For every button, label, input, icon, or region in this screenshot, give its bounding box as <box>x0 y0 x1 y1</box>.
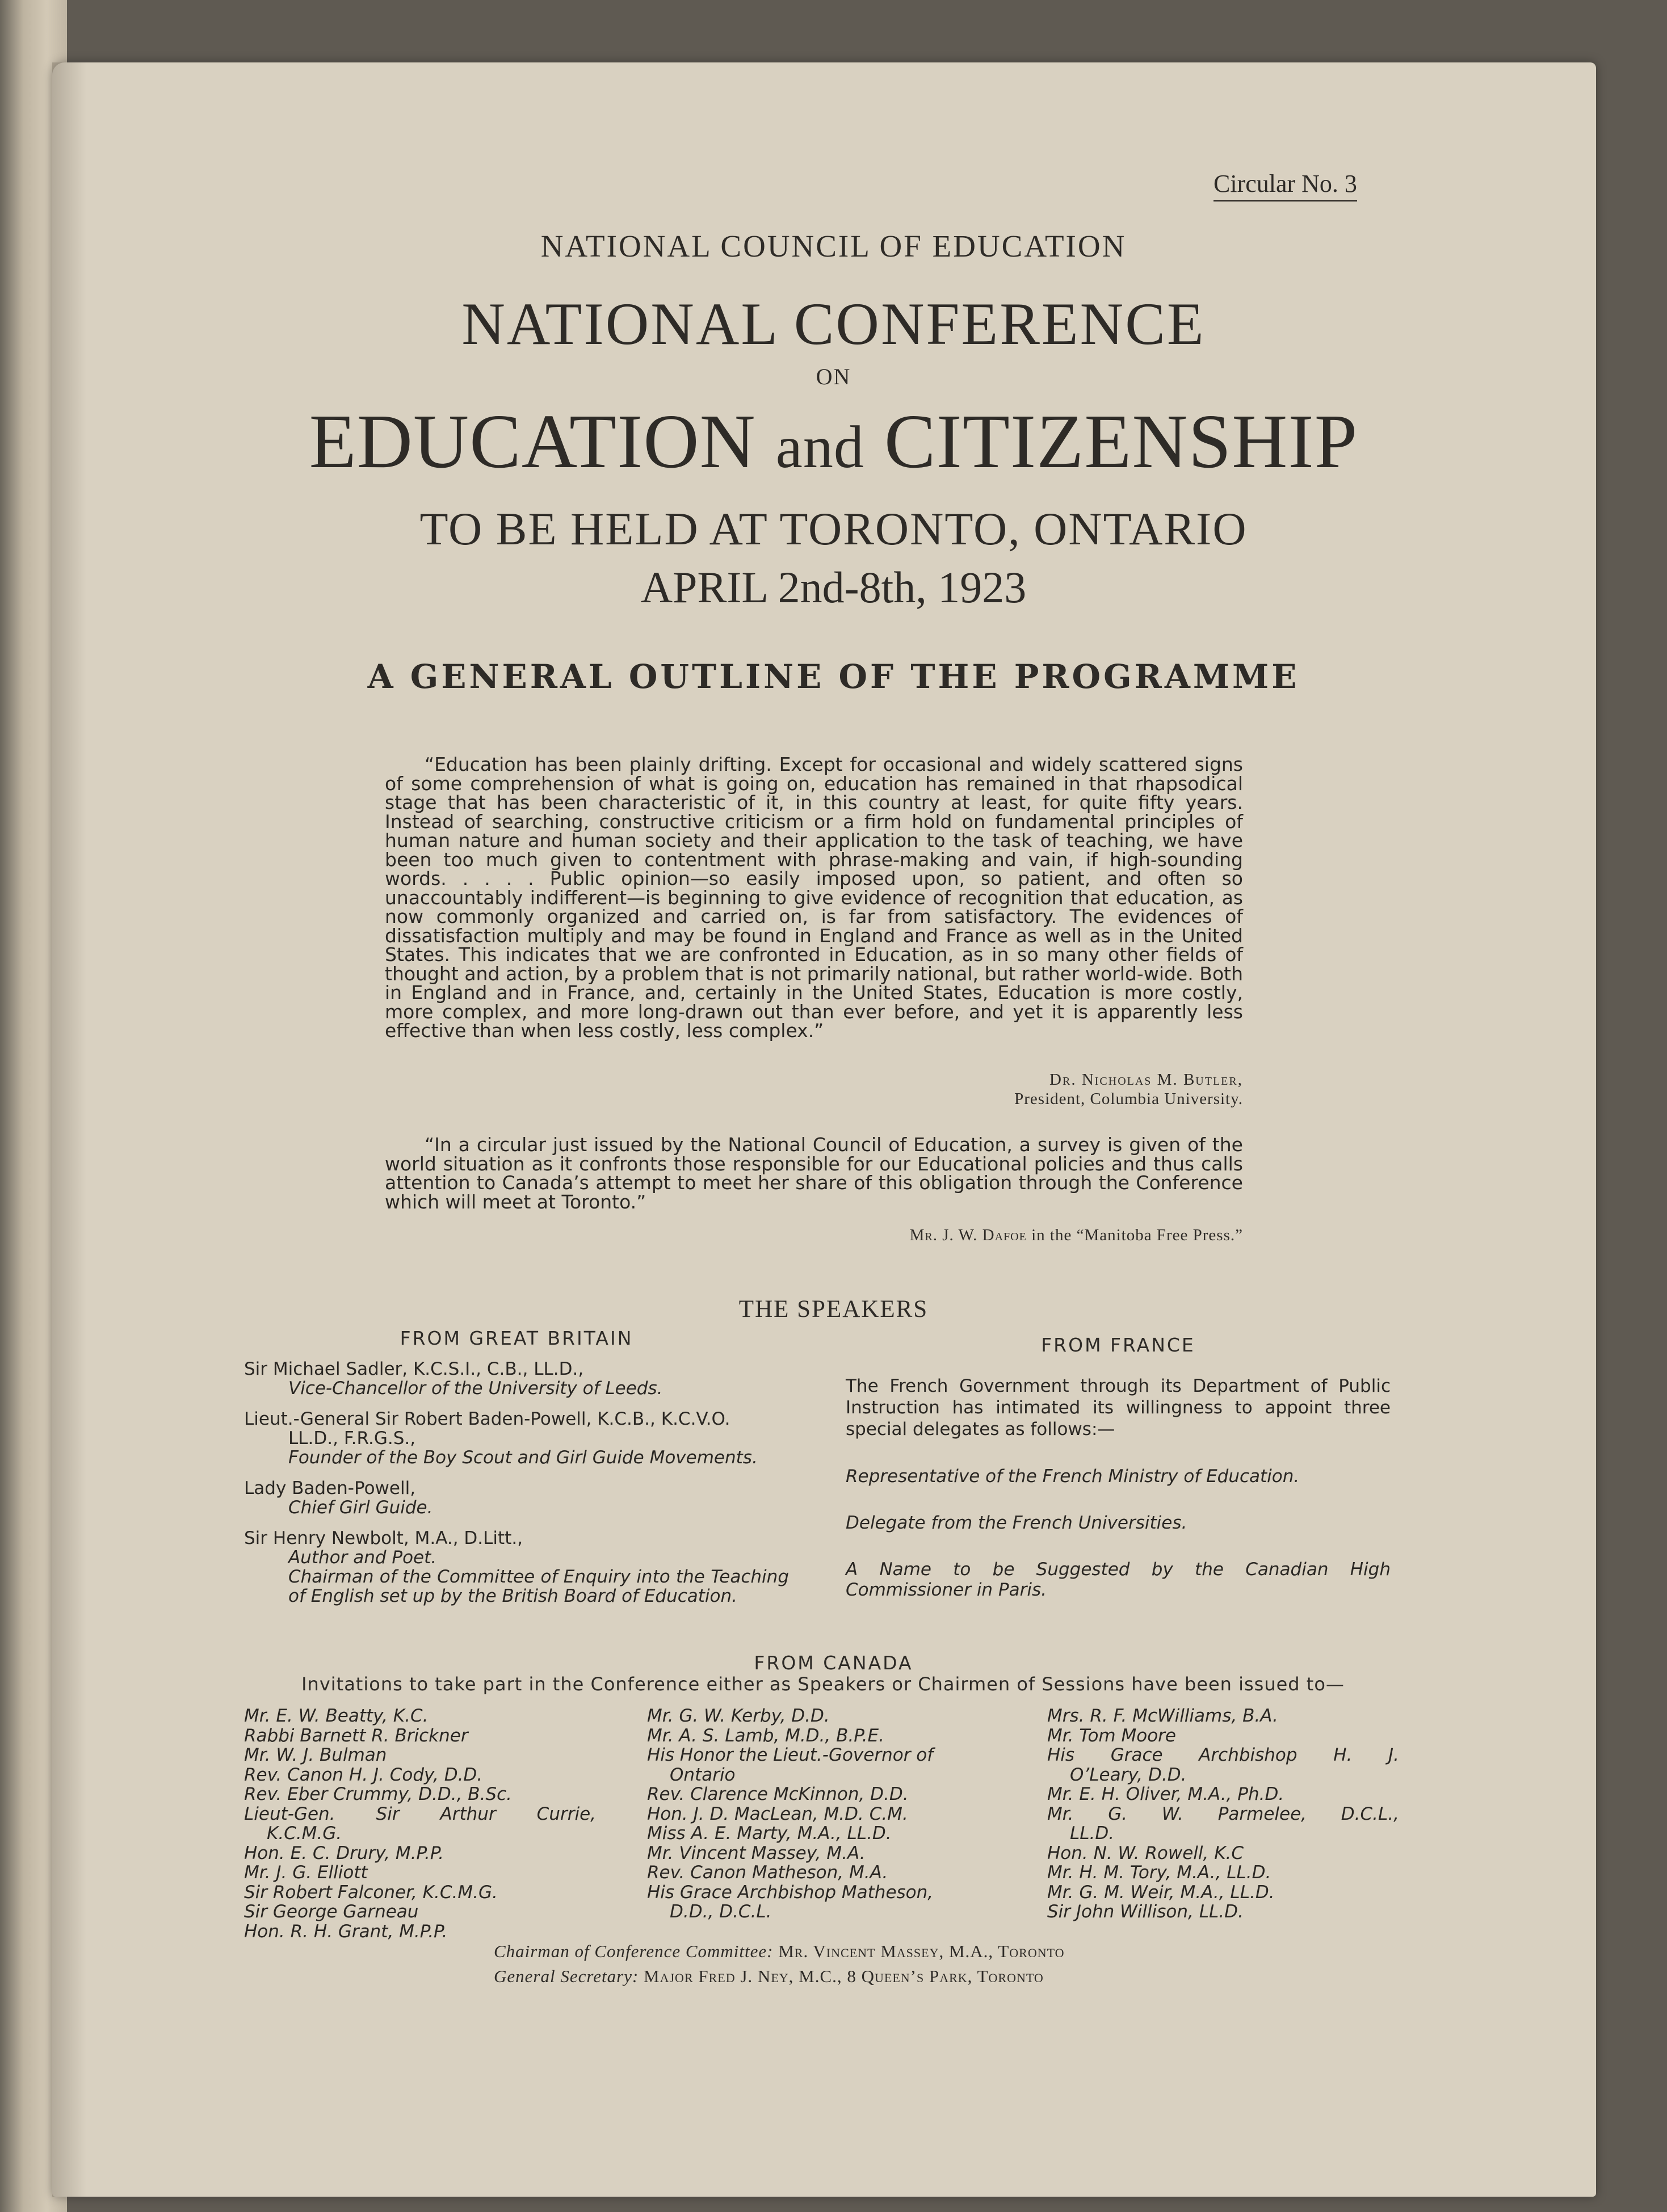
canada-speaker: Miss A. E. Marty, M.A., LL.D. <box>647 1823 892 1844</box>
butler-quote: “Education has been plainly drifting. Except for occasional and widely scattered signs of some comprehension of what is going on, education has remained in that rhapsodical stage that has been characteristic of it, in this country at least, for quite fifty years. Instead of searching, constructive criticism or a firm hold on fundamental principles of human nature and human society and their application to the task of teaching, we have been too much given to contentment with phrase-making and vain, if high-sounding words. . . . . Public opinion—so easily imposed upon, so patient, and often so unaccountably indifferent—is beginning to give evidence of recognition that education, as now commonly organized and carried on, is far from satisfactory. The evidences of dissatisfaction multiply and may be found in England and France as well as in the United States. This indicates that we are confronted in Education, as in so many other fields of thought and action, by a problem that is not primarily national, but rather world-wide. Both in England and in France, and, certainly in the United States, Education is more costly, more complex, and more long-drawn out than ever before, and yet it is apparently less effective than when less costly, less complex.” <box>385 753 1243 1042</box>
canada-speaker: Sir Robert Falconer, K.C.M.G. <box>244 1882 498 1903</box>
france-speakers <box>846 1375 1391 1600</box>
speaker-name: Sir Michael Sadler, K.C.S.I., C.B., LL.D., <box>244 1359 584 1379</box>
canada-speaker: Hon. R. H. Grant, M.P.P. <box>244 1921 448 1942</box>
general-secretary-line <box>494 1966 1044 1987</box>
canada-speaker: His Honor the Lieut.-Governor of <box>647 1745 934 1765</box>
france-delegate-2: Delegate from the French Universities. <box>846 1513 1187 1533</box>
france-delegate-3: A Name to be Suggested by the Canadian High Commissioner in Paris. <box>846 1559 1391 1600</box>
canada-speaker: Mr. G. M. Weir, M.A., LL.D. <box>1047 1882 1275 1903</box>
great-britain-heading: FROM GREAT BRITAIN <box>400 1327 633 1349</box>
canada-speaker: D.D., D.C.L. <box>670 1902 772 1922</box>
canada-speaker: Hon. E. C. Drury, M.P.P. <box>244 1842 444 1863</box>
invitation-line: Invitations to take part in the Conference either as Speakers or Chairmen of Sessions have been issued to— <box>301 1673 1345 1695</box>
speakers-heading: THE SPEAKERS <box>738 1296 929 1323</box>
butler-title: President, Columbia University. <box>1014 1090 1243 1108</box>
canada-speaker: K.C.M.G. <box>267 1823 342 1844</box>
dafoe-source: in the “Manitoba Free Press.” <box>1026 1226 1243 1244</box>
canada-heading: FROM CANADA <box>754 1652 913 1674</box>
speaker-name: Lady Baden-Powell, <box>244 1478 416 1499</box>
canada-speaker: Mr. E. H. Oliver, M.A., Ph.D. <box>1047 1784 1284 1804</box>
general-secretary-value: Major Fred J. Ney, M.C., 8 Queen’s Park, Toronto <box>639 1966 1044 1986</box>
speaker-entry <box>244 1409 789 1467</box>
speaker-entry <box>244 1359 789 1398</box>
canada-column-3 <box>1047 1706 1399 1922</box>
canada-speaker: His Grace Archbishop Matheson, <box>647 1882 934 1903</box>
canada-speaker: Ontario <box>670 1764 736 1785</box>
france-heading: FROM FRANCE <box>1041 1334 1195 1356</box>
france-delegate-1: Representative of the French Ministry of Education. <box>846 1466 1300 1487</box>
main-title <box>0 397 1667 486</box>
canada-speaker: Rev. Eber Crummy, D.D., B.Sc. <box>244 1784 513 1804</box>
title-part2: CITIZENSHIP <box>864 399 1358 484</box>
on-word: ON <box>816 364 851 389</box>
conference-heading: NATIONAL CONFERENCE <box>461 291 1206 357</box>
title-part1: EDUCATION <box>309 399 776 484</box>
canada-speaker: Mr. A. S. Lamb, M.D., B.P.E. <box>647 1725 884 1746</box>
canada-speaker: Rev. Clarence McKinnon, D.D. <box>647 1784 909 1804</box>
canada-speaker: Rabbi Barnett R. Brickner <box>244 1725 468 1746</box>
speaker-role: Author and Poet. <box>288 1547 437 1568</box>
dafoe-attribution <box>624 1226 1243 1245</box>
canada-speaker: Mr. E. W. Beatty, K.C. <box>244 1706 429 1726</box>
canada-speaker: Rev. Canon H. J. Cody, D.D. <box>244 1764 483 1785</box>
canada-speaker: Mr. H. M. Tory, M.A., LL.D. <box>1047 1862 1271 1883</box>
great-britain-speakers <box>244 1359 789 1617</box>
butler-name: Dr. Nicholas M. Butler, <box>1049 1071 1243 1089</box>
council-name: NATIONAL COUNCIL OF EDUCATION <box>540 229 1127 263</box>
canada-speaker: LL.D. <box>1070 1823 1115 1844</box>
date-line: APRIL 2nd-8th, 1923 <box>640 563 1027 612</box>
speaker-name: Lieut.-General Sir Robert Baden-Powell, K.C.B., K.C.V.O. <box>244 1409 730 1429</box>
canada-speaker: Hon. N. W. Rowell, K.C <box>1047 1842 1244 1863</box>
venue-line: TO BE HELD AT TORONTO, ONTARIO <box>419 503 1248 555</box>
canada-column-2 <box>647 1706 999 1922</box>
canada-speaker: Mr. Vincent Massey, M.A. <box>647 1842 866 1863</box>
speaker-role: Founder of the Boy Scout and Girl Guide Movements. <box>288 1447 758 1468</box>
canada-speaker: Mr. W. J. Bulman <box>244 1745 387 1765</box>
canada-speaker: Mrs. R. F. McWilliams, B.A. <box>1047 1706 1278 1726</box>
speaker-role: Chief Girl Guide. <box>288 1497 433 1518</box>
canada-speaker: Hon. J. D. MacLean, M.D. C.M. <box>647 1803 908 1824</box>
speaker-role: Vice-Chancellor of the University of Leeds. <box>288 1378 663 1399</box>
general-secretary-label: General Secretary: <box>494 1966 639 1986</box>
canada-speaker: Mr. J. G. Elliott <box>244 1862 368 1883</box>
canada-column-1 <box>244 1706 596 1941</box>
canada-speaker: Mr. Tom Moore <box>1047 1725 1176 1746</box>
canada-speaker: O’Leary, D.D. <box>1070 1764 1187 1785</box>
canada-speaker: Sir John Willison, LL.D. <box>1047 1902 1244 1922</box>
speaker-honours: LL.D., F.R.G.S., <box>288 1428 416 1449</box>
canada-speaker: His Grace Archbishop H. J. <box>1047 1745 1399 1765</box>
dafoe-quote: “In a circular just issued by the National Council of Education, a survey is given of the world situation as it confronts those responsible for our Educational policies and thus calls attention to Canada’s attempt to meet her share of this obligation through the Conference which will meet at Toronto.” <box>385 1134 1243 1213</box>
canada-speaker: Sir George Garneau <box>244 1902 419 1922</box>
circular-number: Circular No. 3 <box>1213 170 1357 202</box>
canada-speaker: Mr. G. W. Kerby, D.D. <box>647 1706 830 1726</box>
speaker-role: Chairman of the Committee of Enquiry into the Teaching of English set up by the British Board of Education. <box>288 1567 789 1606</box>
speaker-entry <box>244 1529 789 1606</box>
chairman-label: Chairman of Conference Committee: <box>494 1941 774 1961</box>
canada-speaker: Lieut-Gen. Sir Arthur Currie, <box>244 1803 596 1824</box>
speaker-name: Sir Henry Newbolt, M.A., D.Litt., <box>244 1528 523 1548</box>
canada-speaker: Mr. G. W. Parmelee, D.C.L., <box>1047 1803 1399 1824</box>
programme-heading: A GENERAL OUTLINE OF THE PROGRAMME <box>367 657 1300 696</box>
title-and: and <box>775 414 864 480</box>
canada-speaker: Rev. Canon Matheson, M.A. <box>647 1862 888 1883</box>
chairman-line <box>494 1941 1065 1962</box>
dafoe-name: Mr. J. W. Dafoe <box>909 1226 1027 1244</box>
france-intro: The French Government through its Department of Public Instruction has intimated its willingness to appoint three special delegates as follows:— <box>846 1376 1391 1439</box>
speaker-entry <box>244 1479 789 1517</box>
chairman-value: Mr. Vincent Massey, M.A., Toronto <box>773 1941 1065 1961</box>
